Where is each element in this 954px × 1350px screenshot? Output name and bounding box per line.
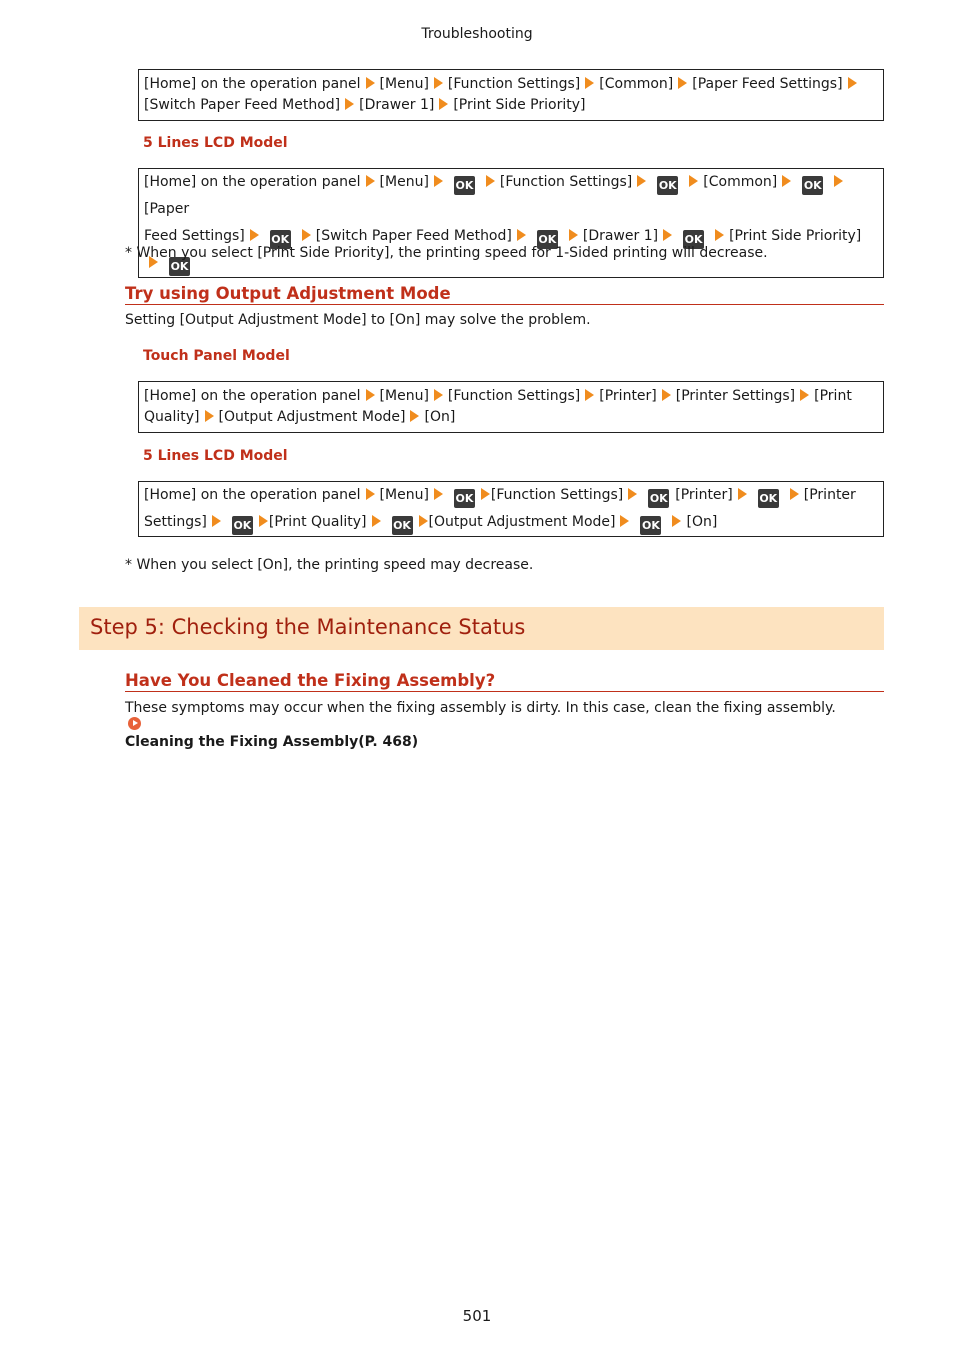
path-step: [On]: [424, 409, 456, 425]
path-step: [Output Adjustment Mode]: [218, 409, 406, 425]
ok-key-icon: OK: [454, 176, 475, 195]
path-step: [Menu]: [379, 487, 429, 503]
arrow-right-icon: [800, 389, 809, 401]
arrow-right-icon: [366, 488, 375, 500]
arrow-right-icon: [481, 488, 490, 500]
path-line-1: [144, 482, 878, 509]
arrow-right-icon: [486, 175, 495, 187]
ok-key-icon: OK: [683, 230, 704, 249]
path-step: [Drawer 1]: [582, 228, 659, 244]
arrow-right-icon: [848, 77, 857, 89]
path-step: [Common]: [599, 76, 674, 92]
path-step: Quality]: [144, 409, 200, 425]
arrow-right-icon: [834, 175, 843, 187]
path-step: [Print Quality]: [268, 514, 367, 530]
arrow-right-icon: [366, 77, 375, 89]
arrow-right-icon: [419, 515, 428, 527]
path-step: [Home] on the operation panel: [144, 76, 361, 92]
path-step: [Printer: [803, 487, 856, 503]
path-step: [Switch Paper Feed Method]: [144, 97, 341, 113]
arrow-right-icon: [620, 515, 629, 527]
arrow-right-icon: [302, 229, 311, 241]
arrow-right-icon: [628, 488, 637, 500]
path-step: [Menu]: [379, 174, 429, 190]
path-step: Settings]: [144, 514, 207, 530]
cleaning-fixing-assembly-link[interactable]: Cleaning the Fixing Assembly(P. 468): [125, 734, 419, 750]
path-step: [On]: [686, 514, 718, 530]
path-step: Feed Settings]: [144, 228, 245, 244]
link-arrow-icon: [128, 717, 141, 730]
step-banner: Step 5: Checking the Maintenance Status: [79, 607, 884, 650]
arrow-right-icon: [366, 389, 375, 401]
arrow-right-icon: [569, 229, 578, 241]
path-step: [Drawer 1]: [359, 97, 435, 113]
ok-key-icon: OK: [648, 489, 669, 508]
ok-key-icon: OK: [232, 516, 253, 535]
path-step: [Function Settings]: [499, 174, 633, 190]
arrow-right-icon: [663, 229, 672, 241]
path-step: [Home] on the operation panel: [144, 487, 361, 503]
arrow-right-icon: [434, 488, 443, 500]
arrow-right-icon: [738, 488, 747, 500]
ok-key-icon: OK: [392, 516, 413, 535]
arrow-right-icon: [366, 175, 375, 187]
path-line-2: [144, 407, 878, 428]
path-line-2: [144, 95, 878, 116]
arrow-right-icon: [439, 98, 448, 110]
path-step: [Paper: [144, 201, 190, 217]
arrow-right-icon: [715, 229, 724, 241]
path-step: [Menu]: [379, 76, 429, 92]
path-step: [Print: [814, 388, 852, 404]
ok-key-icon: OK: [270, 230, 291, 249]
arrow-right-icon: [372, 515, 381, 527]
arrow-right-icon: [678, 77, 687, 89]
path-step: [Home] on the operation panel: [144, 174, 361, 190]
path-step: [Menu]: [379, 388, 429, 404]
path-line-1: [144, 386, 878, 407]
path-step: [Printer]: [675, 487, 733, 503]
path-step: [Printer]: [599, 388, 657, 404]
arrow-right-icon: [259, 515, 268, 527]
ok-key-icon: OK: [758, 489, 779, 508]
path-line-2: [144, 509, 878, 536]
arrow-right-icon: [434, 77, 443, 89]
path-step: [Home] on the operation panel: [144, 388, 361, 404]
path-step: [Print Side Priority]: [729, 228, 862, 244]
menu-path-box: [138, 69, 884, 121]
paragraph-text: These symptoms may occur when the fixing assembly is dirty. In this case, clean the fixing assembly.: [125, 700, 836, 716]
arrow-right-icon: [585, 77, 594, 89]
arrow-right-icon: [434, 389, 443, 401]
arrow-right-icon: [205, 410, 214, 422]
arrow-right-icon: [672, 515, 681, 527]
lcd-menu-path-box: [138, 481, 884, 537]
arrow-right-icon: [212, 515, 221, 527]
arrow-right-icon: [250, 229, 259, 241]
path-step: [Function Settings]: [490, 487, 624, 503]
arrow-right-icon: [689, 175, 698, 187]
output-adjustment-heading: Try using Output Adjustment Mode: [125, 284, 884, 305]
path-step: [Paper Feed Settings]: [692, 76, 843, 92]
path-step: [Printer Settings]: [675, 388, 796, 404]
lcd-model-label: 5 Lines LCD Model: [143, 135, 288, 151]
ok-key-icon: OK: [454, 489, 475, 508]
page-header: Troubleshooting: [421, 26, 533, 42]
output-adjustment-note: * When you select [On], the printing speed may decrease.: [125, 557, 534, 573]
arrow-right-icon: [662, 389, 671, 401]
path-line-1: [144, 169, 878, 223]
path-step: [Function Settings]: [447, 76, 581, 92]
fixing-assembly-heading: Have You Cleaned the Fixing Assembly?: [125, 671, 884, 692]
arrow-right-icon: [637, 175, 646, 187]
arrow-right-icon: [782, 175, 791, 187]
ok-key-icon: OK: [537, 230, 558, 249]
menu-path-box: [138, 381, 884, 433]
arrow-right-icon: [517, 229, 526, 241]
print-side-note: * When you select [Print Side Priority], the printing speed for 1-Sided printing will decrease.: [125, 245, 768, 261]
touch-panel-label: Touch Panel Model: [143, 348, 290, 364]
page-number: 501: [462, 1307, 492, 1325]
arrow-right-icon: [790, 488, 799, 500]
path-step: [Switch Paper Feed Method]: [315, 228, 512, 244]
arrow-right-icon: [434, 175, 443, 187]
ok-key-icon: OK: [169, 257, 190, 276]
ok-key-icon: OK: [802, 176, 823, 195]
arrow-right-icon: [585, 389, 594, 401]
path-step: [Function Settings]: [447, 388, 581, 404]
path-line-1: [144, 74, 878, 95]
ok-key-icon: OK: [640, 516, 661, 535]
lcd-model-label: 5 Lines LCD Model: [143, 448, 288, 464]
path-step: [Print Side Priority]: [453, 97, 586, 113]
path-step: [Common]: [703, 174, 778, 190]
path-step: [Output Adjustment Mode]: [428, 514, 616, 530]
ok-key-icon: OK: [657, 176, 678, 195]
arrow-right-icon: [410, 410, 419, 422]
arrow-right-icon: [345, 98, 354, 110]
output-adjustment-intro: Setting [Output Adjustment Mode] to [On] may solve the problem.: [125, 312, 591, 328]
fixing-assembly-paragraph: [125, 700, 845, 751]
lcd-menu-path-box: [138, 168, 884, 278]
